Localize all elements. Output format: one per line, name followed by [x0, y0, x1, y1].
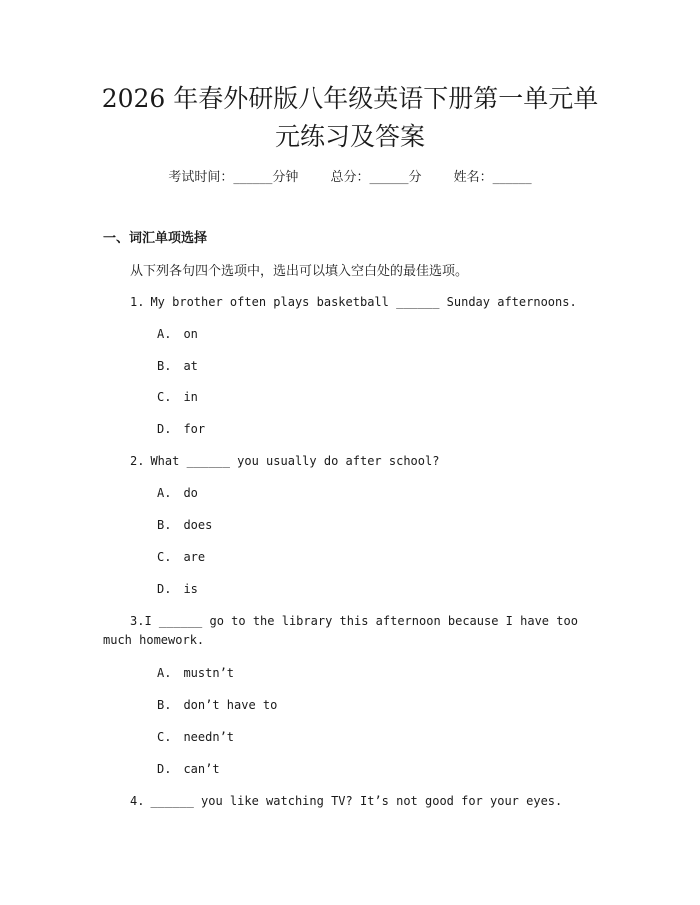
total-score-blank[interactable]: ______	[369, 170, 409, 185]
student-name-blank[interactable]: ______	[492, 170, 532, 185]
option-text: in	[183, 390, 198, 404]
student-name-field	[454, 170, 532, 185]
option-letter: B.	[157, 698, 172, 712]
question-2	[130, 451, 439, 471]
option-3a[interactable]	[157, 663, 234, 683]
total-score-label: 总分：	[330, 170, 370, 185]
option-text: does	[183, 518, 213, 532]
option-text: on	[183, 327, 198, 341]
option-text: at	[183, 359, 198, 373]
question-number: 2.	[130, 454, 145, 468]
question-1	[130, 292, 577, 312]
option-letter: C.	[157, 390, 172, 404]
option-letter: A.	[157, 486, 172, 500]
option-letter: B.	[157, 518, 172, 532]
question-4	[130, 791, 562, 811]
option-3b[interactable]	[157, 695, 277, 715]
exam-time-blank[interactable]: ______	[233, 170, 273, 185]
option-text: needn’t	[183, 730, 235, 744]
page-title-line-2: 元练习及答案	[274, 122, 425, 151]
total-score-unit: 分	[408, 170, 422, 185]
question-text: I ______ go to the library this afternoon because I have too much homework.	[103, 614, 578, 647]
option-letter: D.	[157, 582, 172, 596]
question-number: 4.	[130, 794, 145, 808]
exam-info-bar	[0, 168, 700, 188]
question-number: 3.	[130, 614, 145, 628]
option-letter: A.	[157, 327, 172, 341]
option-text: are	[183, 550, 206, 564]
question-text: What ______ you usually do after school?	[150, 454, 440, 468]
option-3c[interactable]	[157, 727, 234, 747]
option-1b[interactable]	[157, 356, 198, 376]
option-2c[interactable]	[157, 547, 205, 567]
question-number: 1.	[130, 295, 145, 309]
option-letter: D.	[157, 762, 172, 776]
option-text: don’t have to	[183, 698, 278, 712]
exam-time-label: 考试时间：	[168, 170, 234, 185]
option-text: is	[183, 582, 198, 596]
option-2d[interactable]	[157, 579, 198, 599]
total-score-field	[330, 170, 425, 185]
section-title: 一、词汇单项选择	[103, 231, 208, 246]
option-text: do	[183, 486, 198, 500]
student-name-label: 姓名：	[453, 170, 493, 185]
option-3d[interactable]	[157, 759, 220, 779]
option-text: can’t	[183, 762, 220, 776]
option-letter: C.	[157, 730, 172, 744]
section-instruction: 从下列各句四个选项中，选出可以填入空白处的最佳选项。	[130, 264, 469, 279]
option-letter: A.	[157, 666, 172, 680]
option-1c[interactable]	[157, 387, 198, 407]
page-title-line-1: 2026 年春外研版八年级英语下册第一单元单	[101, 84, 599, 113]
exam-time-unit: 分钟	[272, 170, 299, 185]
option-letter: C.	[157, 550, 172, 564]
option-letter: D.	[157, 422, 172, 436]
question-text: My brother often plays basketball ______ Sunday afternoons.	[150, 295, 577, 309]
option-1d[interactable]	[157, 419, 205, 439]
option-letter: B.	[157, 359, 172, 373]
option-2a[interactable]	[157, 483, 198, 503]
option-2b[interactable]	[157, 515, 212, 535]
option-text: for	[183, 422, 206, 436]
question-3	[103, 612, 603, 650]
option-1a[interactable]	[157, 324, 198, 344]
exam-time-field	[168, 170, 302, 185]
option-text: mustn’t	[183, 666, 235, 680]
question-text: ______ you like watching TV? It’s not good for your eyes.	[150, 794, 563, 808]
